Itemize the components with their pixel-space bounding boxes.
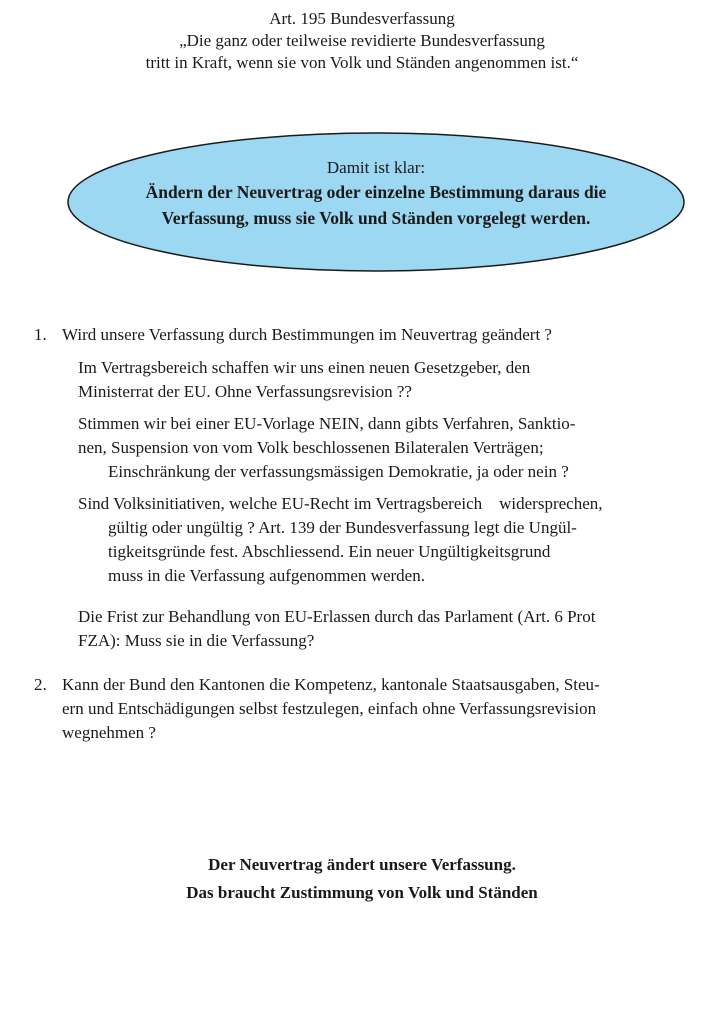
question-1-paragraph: [78, 492, 708, 588]
question-1-paragraph: [78, 412, 708, 484]
paragraph-line: Stimmen wir bei einer EU-Vorlage NEIN, dann gibts Verfahren, Sanktio-: [78, 414, 576, 433]
article-quote-line: tritt in Kraft, wenn sie von Volk und Ständen angenommen ist.“: [145, 53, 579, 72]
paragraph-line: FZA): Muss sie in die Verfassung?: [78, 631, 315, 650]
conclusion-line: Der Neuvertrag ändert unsere Verfassung.: [208, 855, 516, 874]
question-text: [62, 673, 702, 745]
conclusion-line: Das braucht Zustimmung von Volk und Ständen: [186, 883, 538, 902]
question-line: Kann der Bund den Kantonen die Kompetenz, kantonale Staatsausgaben, Steu-: [62, 675, 600, 694]
paragraph-line: tigkeitsgründe fest. Abschliessend. Ein neuer Ungültigkeitsgrund: [108, 542, 551, 561]
article-quote-header: [0, 8, 724, 74]
question-1-paragraph: [78, 356, 708, 404]
conclusion: [0, 851, 724, 907]
question-1-paragraph: [78, 605, 708, 653]
paragraph-line: muss in die Verfassung aufgenommen werden.: [108, 566, 425, 585]
paragraph-line: Sind Volksinitiativen, welche EU-Recht im Vertragsbereich widersprechen,: [78, 494, 603, 513]
question-number: 2.: [34, 675, 47, 694]
callout-statement-line: Verfassung, muss sie Volk und Ständen vorgelegt werden.: [161, 208, 591, 228]
paragraph-line: nen, Suspension von vom Volk beschlossenen Bilateralen Verträgen;: [78, 438, 544, 457]
paragraph-line: Die Frist zur Behandlung von EU-Erlassen durch das Parlament (Art. 6 Prot: [78, 607, 596, 626]
callout-intro: Damit ist klar:: [326, 158, 426, 177]
article-title: Art. 195 Bundesverfassung: [269, 9, 455, 28]
paragraph-line: gültig oder ungültig ? Art. 139 der Bundesverfassung legt die Ungül-: [108, 518, 577, 537]
callout-statement-line: Ändern der Neuvertrag oder einzelne Bestimmung daraus die: [145, 182, 607, 202]
paragraph-line: Im Vertragsbereich schaffen wir uns einen neuen Gesetzgeber, den: [78, 358, 531, 377]
article-quote-line: „Die ganz oder teilweise revidierte Bundesverfassung: [179, 31, 545, 50]
paragraph-line: Ministerrat der EU. Ohne Verfassungsrevision ??: [78, 382, 412, 401]
question-line: wegnehmen ?: [62, 723, 156, 742]
question-number: 1.: [34, 325, 47, 344]
callout-ellipse: [66, 131, 686, 273]
question-line: ern und Entschädigungen selbst festzulegen, einfach ohne Verfassungsrevision: [62, 699, 597, 718]
paragraph-line: Einschränkung der verfassungsmässigen Demokratie, ja oder nein ?: [108, 462, 569, 481]
question-text: Wird unsere Verfassung durch Bestimmungen im Neuvertrag geändert ?: [62, 325, 552, 344]
